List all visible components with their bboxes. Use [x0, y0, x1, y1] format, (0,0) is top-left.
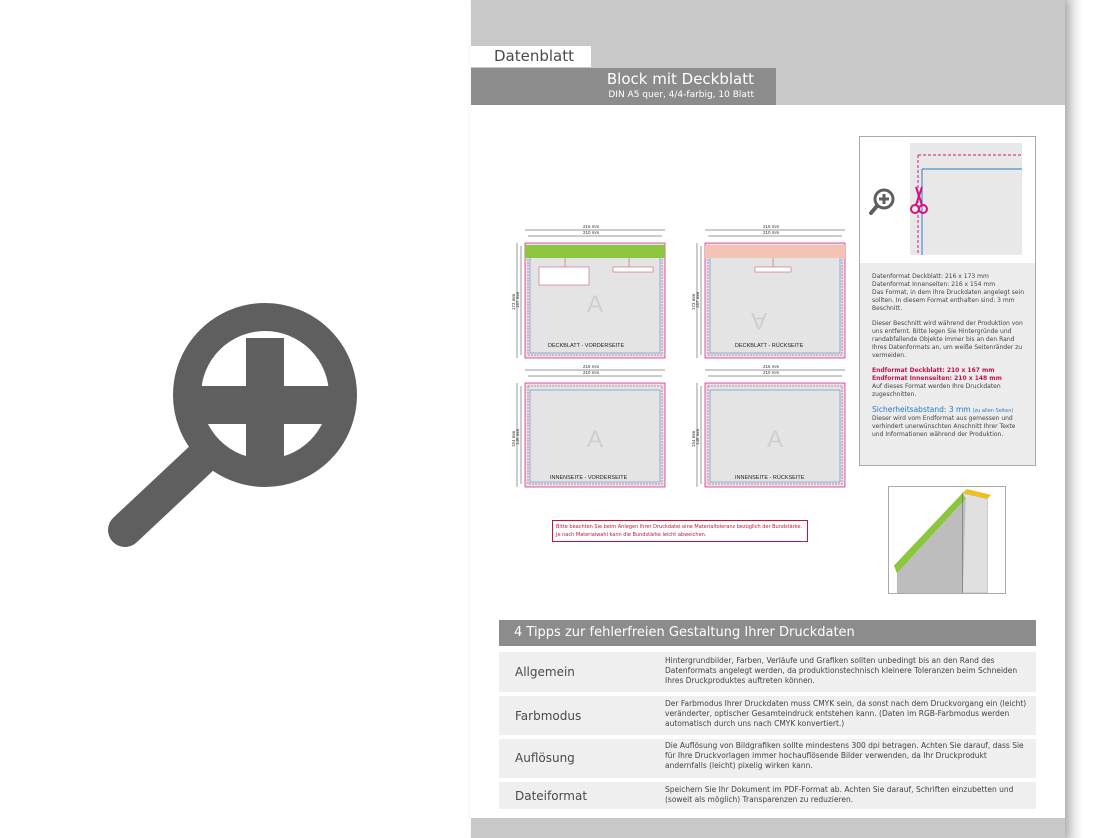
panel-innenseite-rueckseite	[691, 364, 845, 487]
page-title: Block mit Deckblatt	[606, 70, 754, 88]
panel-innenseite-vorderseite	[511, 364, 665, 487]
tip-text: Speichern Sie Ihr Dokument im PDF-Format ab. Achten Sie darauf, Schriften einzubetten und (soweit als möglich) Transparenzen zu reduzieren.	[665, 785, 1014, 804]
dim-height-outer: 154 mm	[691, 430, 696, 447]
title-bar	[471, 68, 776, 105]
page-subtitle: DIN A5 quer, 4/4-farbig, 10 Blatt	[608, 90, 754, 100]
tip-label: Allgemein	[515, 665, 575, 679]
tip-label: Farbmodus	[515, 709, 582, 723]
dim-height-outer: 173 mm	[511, 293, 516, 310]
datasheet-page	[471, 0, 1065, 838]
endformat-description: Auf dieses Format werden Ihre Druckdaten zugeschnitten.	[872, 383, 1001, 398]
dim-width-inner: 210 mm	[763, 370, 780, 375]
dim-width-inner: 210 mm	[583, 230, 600, 235]
panel-label: INNENSEITE - VORDERSEITE	[550, 475, 628, 481]
letter-a: A	[587, 291, 604, 318]
datenformat-innenseiten: Datenformat Innenseiten: 216 x 154 mm	[872, 281, 996, 288]
dim-height-inner: 167 mm	[695, 291, 700, 308]
tip-label: Auflösung	[515, 751, 575, 765]
format-info-text	[872, 273, 1027, 446]
material-tolerance-note: Bitte beachten Sie beim Anlegen Ihrer Druckdatei eine Materialtoleranz bezüglich der Bundstärke. Je nach Materialwahl kann die Bundstärke leicht abweichen.	[552, 520, 808, 542]
panel-label: DECKBLATT - VORDERSEITE	[548, 343, 625, 349]
dim-width-inner: 210 mm	[583, 370, 600, 375]
tip-text: Der Farbmodus Ihrer Druckdaten muss CMYK sein, da sonst nach dem Druckvorgang ein (leicht) veränderter, optischer Gesamteindruck entstehen kann. (Daten im RGB-Farbmodus werden automatisch durch uns nach CMYK konvertiert.)	[665, 699, 1027, 728]
dim-width-inner: 210 mm	[763, 230, 780, 235]
zoom-in-icon[interactable]	[100, 290, 360, 550]
dim-width-outer: 216 mm	[583, 224, 600, 229]
tips-heading: 4 Tipps zur fehlerfreien Gestaltung Ihrer Druckdaten	[499, 620, 1036, 646]
sicherheitsabstand-description: Dieser wird vom Endformat aus gemessen und verhindert unerwünschten Anschnitt Ihrer Texte und Informationen während der Produktion.	[872, 415, 1016, 438]
sicherheitsabstand-title: Sicherheitsabstand: 3 mm	[872, 405, 971, 414]
endformat-deckblatt: Endformat Deckblatt: 210 x 167 mm	[872, 367, 995, 374]
dim-height-inner: 148 mm	[695, 428, 700, 445]
panel-label: DECKBLATT - RÜCKSEITE	[735, 343, 804, 349]
panel-label: INNENSEITE - RÜCKSEITE	[735, 475, 805, 481]
sicherheitsabstand-note: (zu allen Seiten)	[972, 408, 1014, 414]
tip-row-allgemein	[499, 652, 1036, 692]
dim-width-outer: 216 mm	[763, 224, 780, 229]
dim-height-inner: 167 mm	[515, 291, 520, 308]
tip-row-aufloesung	[499, 739, 1036, 778]
panel-deckblatt-vorderseite	[511, 224, 665, 358]
page-shadow	[1065, 0, 1083, 838]
spine-illustration	[888, 486, 1006, 594]
dim-width-outer: 216 mm	[583, 364, 600, 369]
tip-text: Die Auflösung von Bildgrafiken sollte mindestens 300 dpi betragen. Achten Sie darauf, dass Sie für Ihre Druckvorlagen immer hochauflösende Bilder verwenden, da Ihr Druckprodukt andernfalls (leicht) pixelig wirken kann.	[665, 741, 1024, 770]
dim-height-outer: 154 mm	[511, 430, 516, 447]
datasheet-tab: Datenblatt	[471, 46, 591, 67]
dim-height-outer: 173 mm	[691, 293, 696, 310]
format-info-box	[859, 136, 1036, 466]
format-diagram	[495, 215, 855, 500]
bleed-illustration	[860, 137, 1035, 263]
tip-row-farbmodus	[499, 696, 1036, 735]
footer-bar	[471, 818, 1065, 838]
panel-deckblatt-rueckseite	[691, 224, 845, 358]
beschnitt-description: Dieser Beschnitt wird während der Produktion von uns entfernt. Bitte legen Sie Hintergründe und randabfallende Objekte immer bis an den Rand Ihres Datenformats an, um weiße Seitenränder zu vermeiden.	[872, 320, 1023, 359]
letter-a: A	[767, 426, 784, 453]
magnifier-icon	[871, 190, 893, 213]
datenformat-deckblatt: Datenformat Deckblatt: 216 x 173 mm	[872, 273, 989, 280]
tip-label: Dateiformat	[515, 789, 588, 803]
dim-width-outer: 216 mm	[763, 364, 780, 369]
dim-height-inner: 148 mm	[515, 428, 520, 445]
endformat-innenseiten: Endformat Innenseiten: 210 x 148 mm	[872, 375, 1002, 382]
datenformat-description: Das Format, in dem Ihre Druckdaten angelegt sein sollten. In diesem Format enthalten sind: 3 mm Beschnitt.	[872, 289, 1025, 312]
letter-a-mirrored: A	[750, 307, 767, 334]
tip-row-dateiformat	[499, 782, 1036, 809]
letter-a: A	[587, 426, 604, 453]
tip-text: Hintergrundbilder, Farben, Verläufe und Grafiken sollten unbedingt bis an den Rand des Datenformats angelegt werden, da produktionstechnisch kleinere Toleranzen beim Schneiden Ihres Druckproduktes auftreten können.	[665, 656, 1018, 685]
